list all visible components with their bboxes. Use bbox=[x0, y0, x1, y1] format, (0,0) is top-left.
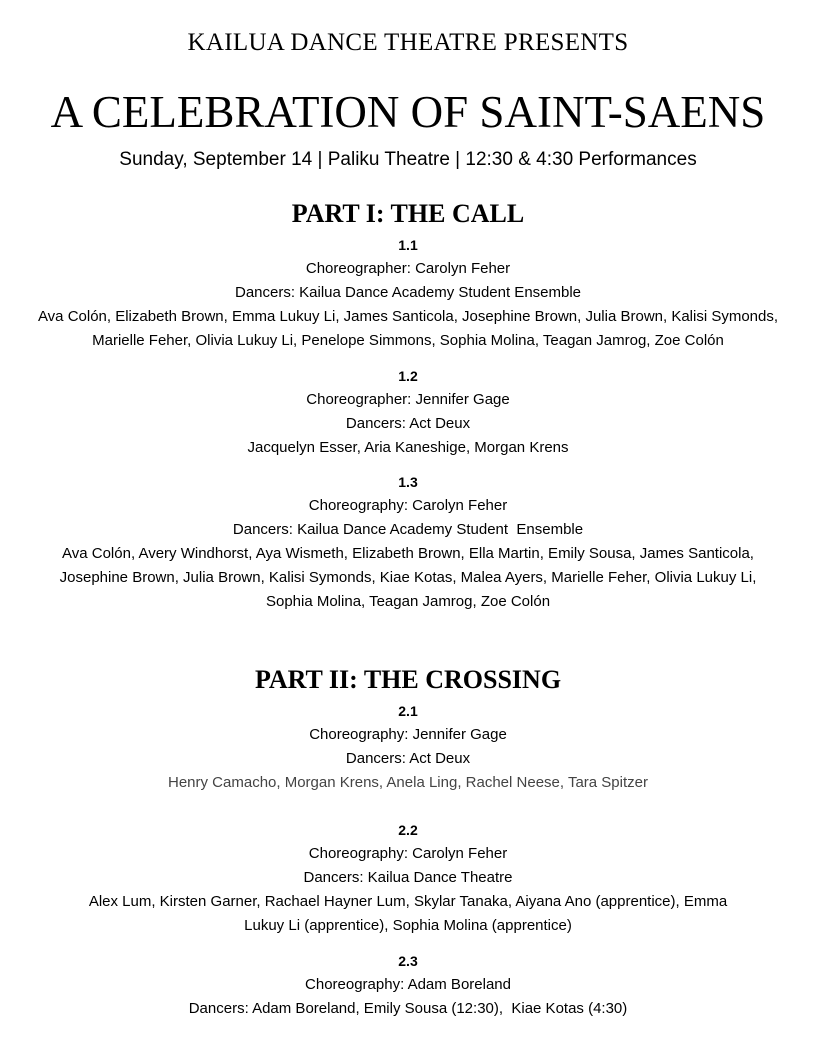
piece-choreographer: Choreographer: Carolyn Feher bbox=[305, 260, 511, 277]
piece-dancers: Dancers: Kailua Dance Theatre bbox=[303, 869, 513, 886]
piece-choreographer: Choreographer: Jennifer Gage bbox=[306, 391, 510, 408]
presenter-line: KAILUA DANCE THEATRE PRESENTS bbox=[187, 29, 629, 56]
piece-number: 2.1 bbox=[398, 703, 418, 719]
piece-1-2 bbox=[36, 364, 780, 460]
piece-choreographer: Choreography: Jennifer Gage bbox=[309, 726, 507, 743]
piece-cast: Alex Lum, Kirsten Garner, Rachael Hayner Lum, Skylar Tanaka, Aiyana Ano (apprentice), Emma Lukuy Li (apprentice), Sophia Molina (apprentice) bbox=[88, 893, 728, 934]
piece-1-3 bbox=[36, 470, 780, 614]
piece-2-2 bbox=[36, 818, 780, 938]
piece-2-1 bbox=[36, 699, 780, 795]
piece-choreographer: Choreography: Adam Boreland bbox=[305, 976, 511, 993]
program-title: A CELEBRATION OF SAINT-SAENS bbox=[50, 87, 766, 137]
piece-dancers: Dancers: Act Deux bbox=[345, 415, 471, 432]
piece-number: 1.3 bbox=[398, 474, 418, 490]
piece-1-1 bbox=[36, 233, 780, 353]
piece-dancers: Dancers: Kailua Dance Academy Student Ensemble bbox=[234, 284, 582, 301]
part-2-heading: PART II: THE CROSSING bbox=[254, 665, 562, 694]
piece-2-3 bbox=[36, 949, 780, 1021]
part-1-heading: PART I: THE CALL bbox=[291, 199, 525, 228]
piece-dancers: Dancers: Kailua Dance Academy Student Ensemble bbox=[232, 521, 584, 538]
piece-choreographer: Choreography: Carolyn Feher bbox=[308, 497, 508, 514]
piece-number: 1.2 bbox=[398, 368, 418, 384]
event-info: Sunday, September 14 | Paliku Theatre | 12:30 & 4:30 Performances bbox=[119, 149, 697, 170]
piece-cast: Ava Colón, Avery Windhorst, Aya Wismeth, Elizabeth Brown, Ella Martin, Emily Sousa, James Santicola, Josephine Brown, Julia Brown, Kalisi Symonds, Kiae Kotas, Malea Ayers, Marielle Feher, Olivia Lukuy Li, Sophia Molina, Teagan Jamrog, Zoe Colón bbox=[59, 545, 757, 610]
piece-cast: Jacquelyn Esser, Aria Kaneshige, Morgan Krens bbox=[247, 439, 569, 456]
piece-number: 2.3 bbox=[398, 953, 418, 969]
piece-dancers: Dancers: Adam Boreland, Emily Sousa (12:30), Kiae Kotas (4:30) bbox=[188, 1000, 628, 1017]
piece-number: 1.1 bbox=[398, 237, 418, 253]
piece-choreographer: Choreography: Carolyn Feher bbox=[308, 845, 508, 862]
piece-cast: Henry Camacho, Morgan Krens, Anela Ling, Rachel Neese, Tara Spitzer bbox=[168, 774, 648, 791]
piece-cast: Ava Colón, Elizabeth Brown, Emma Lukuy Li, James Santicola, Josephine Brown, Julia Brown, Kalisi Symonds, Marielle Feher, Olivia Lukuy Li, Penelope Simmons, Sophia Molina, Teagan Jamrog, Zoe Colón bbox=[37, 308, 779, 349]
piece-number: 2.2 bbox=[398, 822, 418, 838]
piece-dancers: Dancers: Act Deux bbox=[345, 750, 471, 767]
